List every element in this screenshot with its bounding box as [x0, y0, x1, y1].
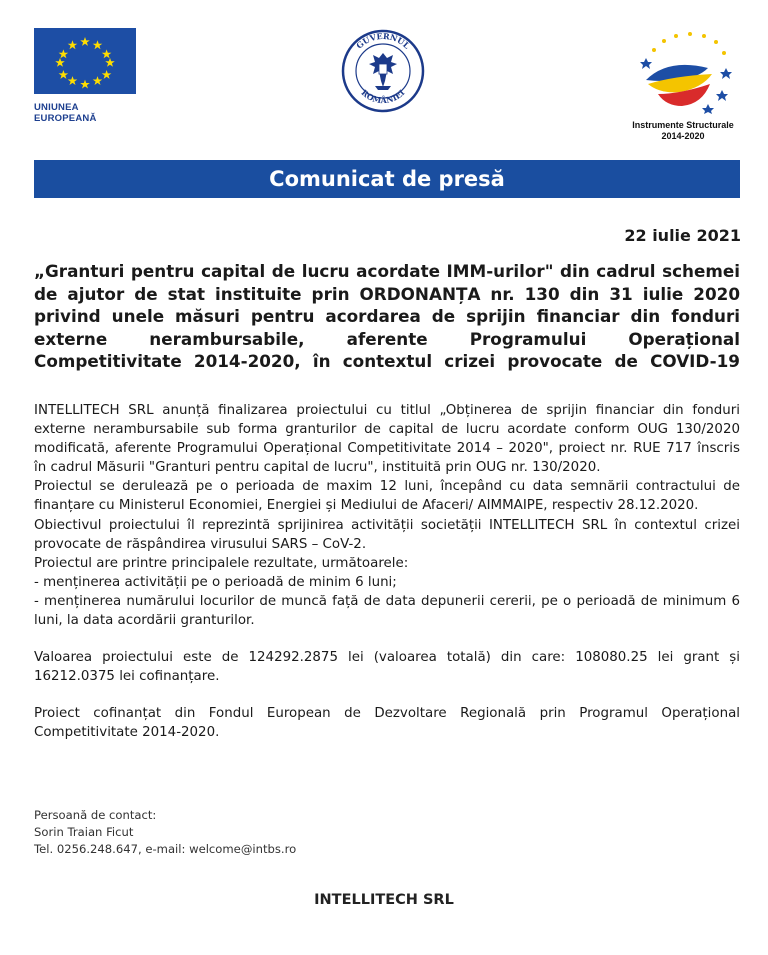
cofinancing-paragraph: Proiect cofinanțat din Fondul European de Dezvoltare Regională prin Programul Operațional Competitivitate 2014-2020. [34, 706, 740, 741]
body-paragraph: - menținerea numărului locurilor de muncă față de data depunerii cererii, pe o perioadă de minimum 6 luni, la data acordării granturilor. [34, 593, 740, 629]
body-paragraph: Proiectul se derulează pe o perioada de maxim 12 luni, începând cu data semnării contractului de finanțare cu Ministerul Economiei, Energiei și Mediului de Afaceri/ AIMMAIPE, respectiv 28.12.2020. [34, 479, 740, 514]
headline-line: privind unele măsuri pentru acordarea de sprijin financiar din fonduri [34, 306, 740, 327]
headline-line: Competitivitate 2014-2020, în contextul crizei provocate de COVID-19 [34, 351, 740, 372]
svg-text:GUVERNUL: GUVERNUL [354, 30, 412, 51]
svg-text:ROMÂNIEI: ROMÂNIEI [359, 87, 407, 106]
body-paragraph: - menținerea activității pe o perioadă de minim 6 luni; [34, 574, 397, 590]
body-paragraph: Proiectul are printre principalele rezultate, următoarele: [34, 555, 409, 571]
contact-label: Persoană de contact: [34, 808, 157, 822]
headline-line: de ajutor de stat instituite prin ORDONANȚA nr. 130 din 31 iulie 2020 [34, 283, 740, 304]
government-seal-icon [341, 29, 425, 113]
contact-details: Tel. 0256.248.647, e-mail: welcome@intbs.ro [34, 841, 297, 856]
contact-block [34, 807, 434, 857]
press-release-banner: Comunicat de presă [34, 160, 740, 198]
eu-logo [34, 28, 138, 124]
body-paragraph: Obiectivul proiectului îl reprezintă sprijinirea activității societății INTELLITECH SRL în contextul crizei provocate de răspândirea virusului SARS – CoV-2. [34, 517, 740, 552]
eu-caption: UNIUNEA EUROPEANĂ [34, 102, 97, 124]
release-date: 22 iulie 2021 [624, 226, 741, 245]
is-caption-line1: Instrumente Structurale [632, 120, 734, 130]
eu-flag-icon [34, 28, 136, 94]
structural-instruments-icon [618, 28, 748, 114]
project-value-paragraph: Valoarea proiectului este de 124292.2875 lei (valoarea totală) din care: 108080.25 lei grant și 16212.0375 lei cofinanțare. [34, 650, 740, 685]
contact-name: Sorin Traian Ficut [34, 824, 134, 839]
body-text [34, 401, 740, 743]
headline [34, 260, 740, 373]
headline-line: „Granturi pentru capital de lucru acordate IMM-urilor" din cadrul schemei [34, 261, 740, 281]
structural-instruments-logo [618, 28, 748, 142]
headline-line: externe nerambursabile, aferente Programului Operațional [34, 328, 740, 349]
company-footer: INTELLITECH SRL [314, 892, 454, 908]
is-caption-line2: 2014-2020 [661, 131, 705, 141]
body-paragraph: INTELLITECH SRL anunță finalizarea proiectului cu titlul „Obținerea de sprijin financiar din fonduri externe nerambursabile sub forma granturilor de capital de lucru acordate conform OUG 130/2020 modificată, aferente Programului Operațional Competitivitate 2014 – 2020", proiect nr. RUE 717 înscris în cadrul Măsurii "Granturi pentru capital de lucru", instituită prin OUG nr. 130/2020. [34, 403, 740, 476]
